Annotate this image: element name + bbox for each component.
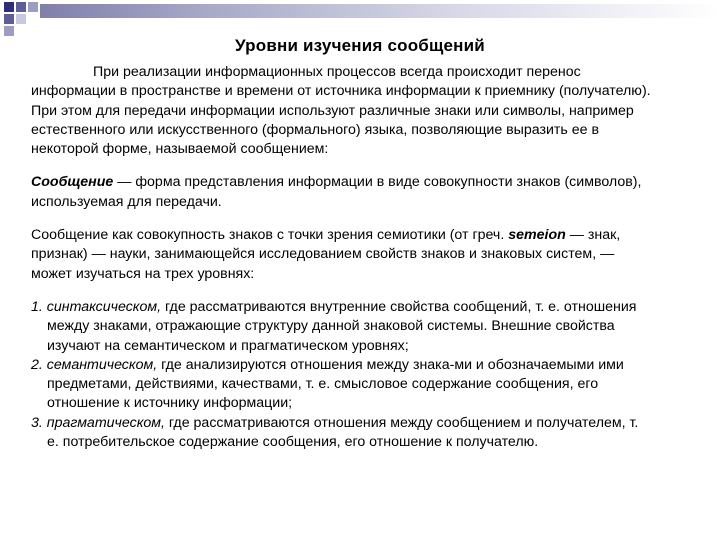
decor-square [28,2,38,12]
semiotics-paragraph [31,226,651,284]
list-item [31,298,651,356]
slide-body [31,63,651,452]
list-item [31,414,651,453]
semiotics-text-after: — знак, признак) — науки, занимающейся исследованием свойств знаков и знаковых систем, — может изучаться на трех уровнях: [31,227,621,282]
list-item [31,356,651,414]
semiotics-text-before: Сообщение как совокупность знаков с точки зрения семиотики (от греч. [31,227,509,244]
page-title: Уровни изучения сообщений [235,36,485,55]
level-text: где рассматриваются внутренние свойства сообщений, т. е. отношения между знаками, отражающие структуру данной знаковой системы. Внешние свойства изучают на семантическом и прагматическом уровнях; [47,298,637,354]
level-term: 2. семантическом, [31,356,158,373]
semiotics-term: semeion [508,227,566,244]
level-term: 1. синтаксическом, [31,298,162,315]
level-text: где анализируются отношения между знака-ми и обозначаемыми ими предметами, действиями, качествами, т. е. смысловое содержание сообщения, его отношение к источнику информации; [47,356,624,412]
decor-square [4,14,14,24]
decor-square [4,26,14,36]
definition-paragraph [31,173,651,212]
levels-list [31,298,651,452]
decor-square [4,2,14,12]
level-term: 3. прагматическом, [31,414,165,431]
intro-paragraph: При реализации информационных процессов всегда происходит перенос информации в пространстве и времени от источника информации к приемнику (получателю). При этом для передачи информации используют различные знаки или символы, например естественного или искусственного (формального) языка, позволяющие выразить ее в некоторой форме, называемой сообщением: [31,64,651,158]
definition-term: Сообщение [31,174,114,191]
slide-header-decoration [0,0,720,32]
decor-square [16,2,26,12]
level-text: где рассматриваются отношения между сообщением и получателем, т. е. потребительское содержание сообщения, его отношение к получателю. [47,414,639,451]
decor-square [16,14,26,24]
header-gradient-bar [40,4,720,18]
definition-text: — форма представления информации в виде совокупности знаков (символов), используемая для передачи. [31,174,642,210]
